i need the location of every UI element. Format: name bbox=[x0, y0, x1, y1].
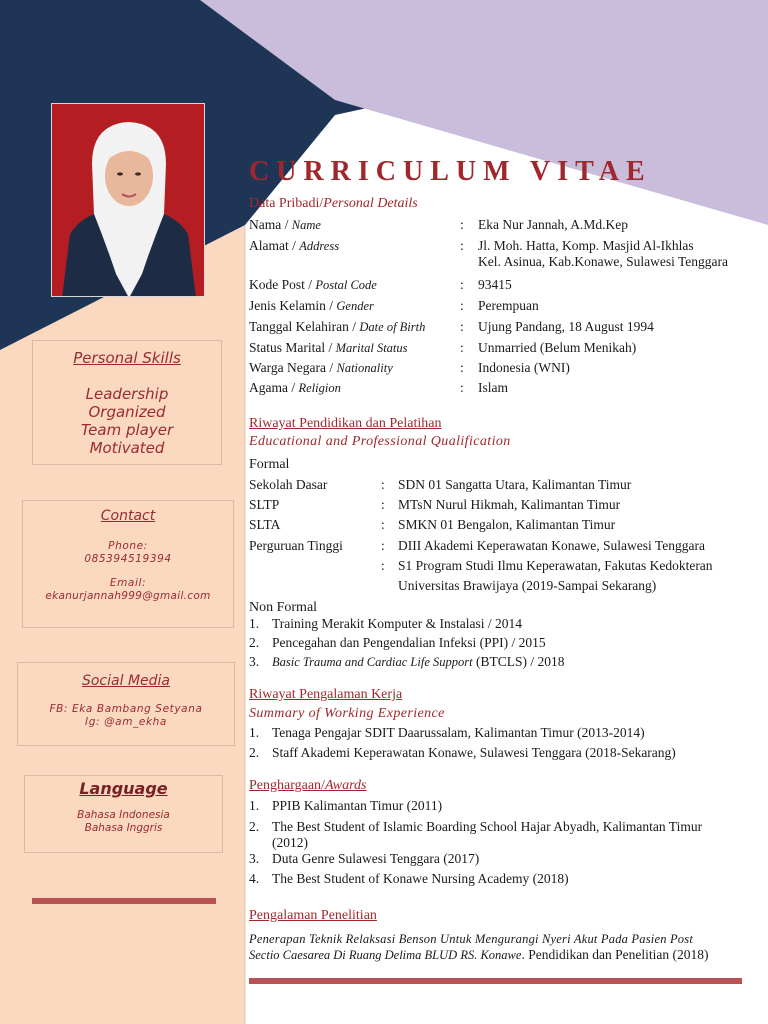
work-item: Tenaga Pengajar SDIT Daarussalam, Kalimantan Timur (2013-2014) bbox=[272, 725, 645, 740]
social-title: Social Media bbox=[81, 673, 170, 689]
nonformal-num: 2. bbox=[249, 635, 260, 650]
name-value: Eka Nur Jannah, A.Md.Kep bbox=[478, 217, 628, 232]
research-heading: Pengalaman Penelitian bbox=[249, 908, 377, 923]
dob-value: Ujung Pandang, 18 August 1994 bbox=[478, 319, 654, 334]
religion-label: Agama / Religion bbox=[249, 380, 341, 395]
award-num: 3. bbox=[249, 851, 260, 866]
nonformal-num: 1. bbox=[249, 616, 260, 631]
award-num: 4. bbox=[249, 871, 260, 886]
phone-value[interactable]: 085394519394 bbox=[84, 553, 172, 565]
profile-photo bbox=[51, 103, 205, 297]
nationality-label: Warga Negara / Nationality bbox=[249, 360, 393, 375]
edu-school: S1 Program Studi Ilmu Keperawatan, Fakutas Kedokteran bbox=[398, 558, 713, 573]
edu-level: SLTP bbox=[249, 497, 280, 512]
phone-label: Phone: bbox=[108, 540, 148, 552]
language-box bbox=[24, 775, 223, 853]
skill-item: Motivated bbox=[89, 439, 165, 457]
award-item: The Best Student of Konawe Nursing Academy (2018) bbox=[272, 871, 569, 886]
education-heading: Riwayat Pendidikan dan Pelatihan bbox=[249, 416, 442, 431]
address-value-2: Kel. Asinua, Kab.Konawe, Sulawesi Tenggara bbox=[478, 254, 728, 269]
education-heading-en: Educational and Professional Qualification bbox=[249, 434, 511, 449]
page-title: CURRICULUM VITAE bbox=[249, 156, 652, 187]
nonformal-item: Pencegahan dan Pengendalian Infeksi (PPI) / 2015 bbox=[272, 635, 546, 650]
skills-box bbox=[32, 340, 222, 465]
awards-heading: Penghargaan/Awards bbox=[249, 778, 367, 793]
edu-school: MTsN Nurul Hikmah, Kalimantan Timur bbox=[398, 497, 621, 512]
marital-value: Unmarried (Belum Menikah) bbox=[478, 340, 637, 355]
facebook-handle[interactable]: FB: Eka Bambang Setyana bbox=[49, 703, 203, 715]
skills-title: Personal Skills bbox=[73, 349, 181, 367]
nonformal-item: Training Merakit Komputer & Instalasi / 2014 bbox=[272, 616, 522, 631]
award-num: 2. bbox=[249, 819, 260, 834]
marital-label: Status Marital / Marital Status bbox=[249, 340, 408, 355]
address-value: Jl. Moh. Hatta, Komp. Masjid Al-Ikhlas bbox=[478, 238, 694, 253]
work-item: Staff Akademi Keperawatan Konawe, Sulawesi Tenggara (2018-Sekarang) bbox=[272, 745, 676, 760]
edu-school-2: Universitas Brawijaya (2019-Sampai Sekarang) bbox=[398, 578, 657, 593]
contact-box bbox=[22, 500, 234, 628]
sidebar-divider bbox=[32, 898, 216, 904]
edu-school: DIII Akademi Keperawatan Konawe, Sulawesi Tenggara bbox=[398, 538, 705, 553]
work-heading: Riwayat Pengalaman Kerja bbox=[249, 687, 403, 702]
edu-school: SDN 01 Sangatta Utara, Kalimantan Timur bbox=[398, 477, 632, 492]
award-item-2: (2012) bbox=[272, 835, 308, 850]
nonformal-num: 3. bbox=[249, 654, 260, 669]
religion-value: Islam bbox=[478, 380, 508, 395]
work-heading-en: Summary of Working Experience bbox=[249, 706, 445, 721]
gender-value: Perempuan bbox=[478, 298, 539, 313]
email-label: Email: bbox=[109, 577, 147, 589]
dob-label: Tanggal Kelahiran / Date of Birth bbox=[249, 319, 426, 334]
social-box bbox=[17, 662, 235, 746]
skill-item: Organized bbox=[88, 403, 166, 421]
award-item: PPIB Kalimantan Timur (2011) bbox=[272, 798, 443, 813]
nonformal-label: Non Formal bbox=[249, 600, 318, 615]
award-num: 1. bbox=[249, 798, 260, 813]
award-item: Duta Genre Sulawesi Tenggara (2017) bbox=[272, 851, 480, 866]
nationality-value: Indonesia (WNI) bbox=[478, 360, 570, 375]
skill-item: Team player bbox=[80, 421, 174, 439]
nonformal-item: Basic Trauma and Cardiac Life Support (BTCLS) / 2018 bbox=[272, 654, 565, 669]
edu-level: Sekolah Dasar bbox=[249, 477, 328, 492]
work-num: 2. bbox=[249, 745, 260, 760]
contact-title: Contact bbox=[100, 508, 156, 524]
personal-heading: Data Pribadi/Personal Details bbox=[249, 196, 418, 211]
postal-value: 93415 bbox=[478, 277, 512, 292]
postal-label: Kode Post / Postal Code bbox=[249, 277, 377, 292]
edu-level: SLTA bbox=[249, 517, 281, 532]
language-item: Bahasa Indonesia bbox=[77, 809, 170, 821]
edu-level: Perguruan Tinggi bbox=[249, 538, 343, 553]
footer-divider bbox=[249, 978, 742, 984]
research-text-2: Sectio Caesarea Di Ruang Delima BLUD RS. Konawe. Pendidikan dan Penelitian (2018) bbox=[249, 947, 709, 962]
language-item: Bahasa Inggris bbox=[84, 822, 163, 834]
work-num: 1. bbox=[249, 725, 260, 740]
formal-label: Formal bbox=[249, 457, 290, 472]
email-value[interactable]: ekanurjannah999@gmail.com bbox=[45, 590, 211, 602]
address-label: Alamat / Address bbox=[249, 238, 340, 253]
instagram-handle[interactable]: Ig: @am_ekha bbox=[85, 716, 167, 728]
skill-item: Leadership bbox=[85, 385, 169, 403]
award-item: The Best Student of Islamic Boarding School Hajar Abyadh, Kalimantan Timur bbox=[272, 819, 703, 834]
name-label: Nama / Name bbox=[249, 217, 321, 232]
gender-label: Jenis Kelamin / Gender bbox=[249, 298, 374, 313]
research-text: Penerapan Teknik Relaksasi Benson Untuk Mengurangi Nyeri Akut Pada Pasien Post bbox=[249, 932, 693, 946]
edu-school: SMKN 01 Bengalon, Kalimantan Timur bbox=[398, 517, 616, 532]
language-title: Language bbox=[79, 779, 168, 798]
